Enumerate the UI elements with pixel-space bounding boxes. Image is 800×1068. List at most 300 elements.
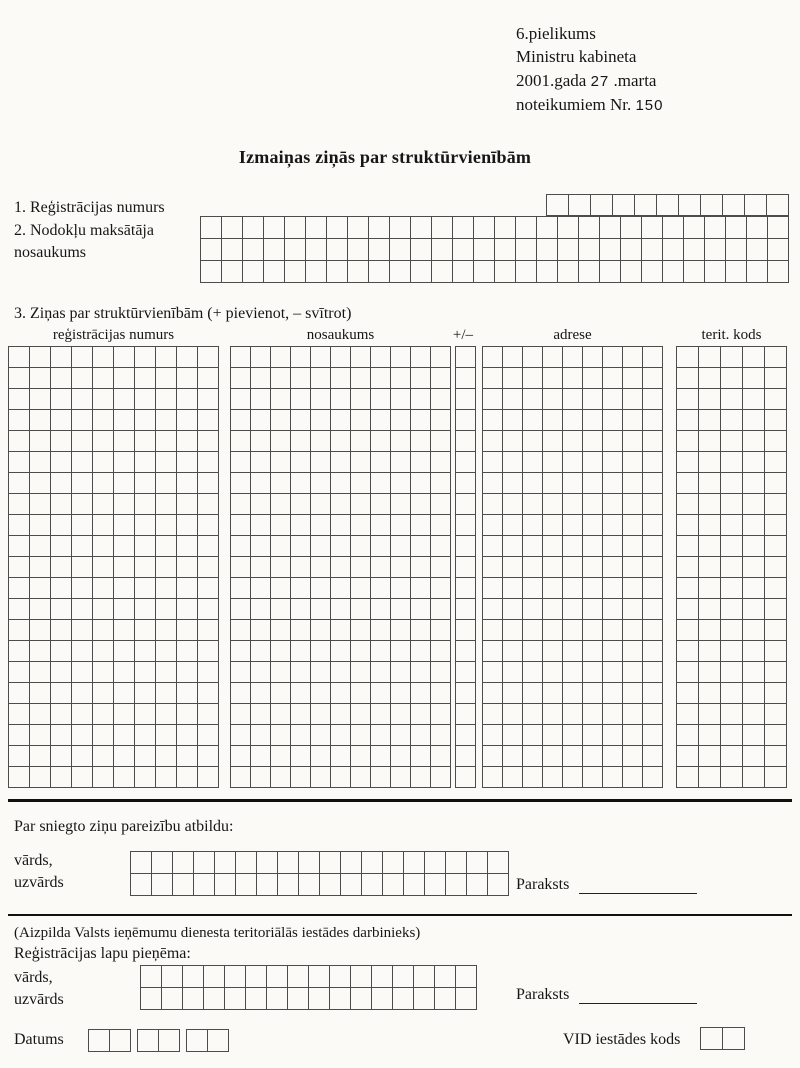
declarant-signature-label: Paraksts [516,876,570,893]
grid-cell [642,239,663,261]
grid-cell [30,662,51,683]
grid-cell [603,473,623,494]
grid-cell [93,725,114,746]
grid-cell [603,599,623,620]
grid-cell [114,599,135,620]
grid-cell [623,725,643,746]
appendix-number: 6.pielikums [516,24,596,43]
grid-cell [623,347,643,368]
grid-cell [425,852,446,874]
grid-cell [483,578,503,599]
grid-cell [579,261,600,283]
grid-cell [743,683,765,704]
grid-cell [483,452,503,473]
grid-cell [623,578,643,599]
grid-cell [699,662,721,683]
grid-cell [114,536,135,557]
grid-cell [623,641,643,662]
grid-cell [453,261,474,283]
grid-cell [231,704,251,725]
grid-cell [131,852,152,874]
grid-cell [271,410,291,431]
grid-cell [563,473,583,494]
unit-territory-code-grid[interactable] [676,346,787,788]
grid-cell [558,217,579,239]
grid-cell [72,431,93,452]
grid-cell [251,389,271,410]
grid-cell [114,767,135,788]
grid-cell [243,261,264,283]
grid-cell [89,1030,110,1052]
grid-cell [621,261,642,283]
declarant-name-grid[interactable] [130,851,509,896]
grid-cell [563,536,583,557]
grid-cell [72,683,93,704]
grid-cell [677,641,699,662]
grid-cell [677,410,699,431]
grid-cell [271,767,291,788]
grid-cell [603,704,623,725]
grid-cell [131,874,152,896]
grid-cell [135,599,156,620]
taxpayer-name-grid[interactable] [200,216,789,283]
grid-cell [156,557,177,578]
grid-cell [114,662,135,683]
grid-cell [177,410,198,431]
grid-cell [72,557,93,578]
grid-cell [30,347,51,368]
grid-cell [114,746,135,767]
grid-cell [404,874,425,896]
grid-cell [603,431,623,452]
grid-cell [138,1030,159,1052]
grid-cell [743,473,765,494]
grid-cell [623,704,643,725]
grid-cell [643,662,663,683]
grid-cell [411,767,431,788]
grid-cell [198,410,219,431]
grid-cell [201,217,222,239]
grid-cell [543,347,563,368]
grid-cell [523,515,543,536]
grid-cell [51,494,72,515]
grid-cell [291,620,311,641]
grid-cell [768,239,789,261]
grid-cell [391,536,411,557]
grid-cell [231,389,251,410]
grid-cell [271,431,291,452]
grid-cell [721,683,743,704]
grid-cell [291,641,311,662]
grid-cell [623,494,643,515]
grid-cell [411,599,431,620]
grid-cell [264,239,285,261]
grid-cell [677,767,699,788]
grid-cell [331,704,351,725]
grid-cell [371,725,391,746]
grid-cell [623,515,643,536]
grid-cell [291,515,311,536]
grid-cell [72,473,93,494]
unit-plus-minus-grid[interactable] [455,346,476,788]
grid-cell [114,704,135,725]
grid-cell [9,389,30,410]
grid-cell [523,641,543,662]
grid-cell [251,641,271,662]
grid-cell [251,704,271,725]
grid-cell [503,452,523,473]
grid-cell [341,874,362,896]
grid-cell [222,239,243,261]
grid-cell [251,767,271,788]
grid-cell [743,746,765,767]
grid-cell [543,473,563,494]
grid-cell [543,683,563,704]
grid-cell [503,431,523,452]
grid-cell [391,557,411,578]
grid-cell [93,599,114,620]
grid-cell [623,473,643,494]
grid-cell [72,347,93,368]
grid-cell [603,494,623,515]
grid-cell [743,389,765,410]
grid-cell [351,662,371,683]
grid-cell [9,767,30,788]
grid-cell [271,515,291,536]
grid-cell [503,578,523,599]
grid-cell [411,746,431,767]
grid-cell [684,217,705,239]
grid-cell [331,347,351,368]
regulation-number [516,93,664,117]
grid-cell [721,389,743,410]
grid-cell [51,515,72,536]
grid-cell [156,725,177,746]
registration-number-grid[interactable] [546,194,789,216]
grid-cell [516,239,537,261]
grid-cell [267,966,288,988]
grid-cell [569,195,591,216]
grid-cell [257,852,278,874]
grid-cell [543,767,563,788]
grid-cell [51,452,72,473]
grid-cell [563,641,583,662]
grid-cell [456,557,476,578]
grid-cell [456,767,476,788]
grid-cell [231,725,251,746]
grid-cell [431,389,451,410]
field-registration-number-label: 1. Reģistrācijas numurs [14,199,165,216]
grid-cell [483,431,503,452]
grid-cell [623,599,643,620]
grid-cell [198,578,219,599]
grid-cell [371,662,391,683]
grid-cell [93,389,114,410]
grid-cell [446,874,467,896]
grid-cell [9,725,30,746]
grid-cell [311,578,331,599]
grid-cell [231,452,251,473]
grid-cell [411,368,431,389]
grid-cell [246,966,267,988]
grid-cell [699,368,721,389]
grid-cell [251,725,271,746]
unit-name-grid[interactable] [230,346,451,788]
grid-cell [663,239,684,261]
grid-cell [583,578,603,599]
grid-cell [231,683,251,704]
grid-cell [271,725,291,746]
grid-cell [456,410,476,431]
grid-cell [699,515,721,536]
grid-cell [699,557,721,578]
grid-cell [135,704,156,725]
grid-cell [743,662,765,683]
grid-cell [93,368,114,389]
grid-cell [523,578,543,599]
grid-cell [623,452,643,473]
grid-cell [563,557,583,578]
grid-cell [543,599,563,620]
grid-cell [198,452,219,473]
grid-cell [603,578,623,599]
grid-cell [72,599,93,620]
grid-cell [483,641,503,662]
grid-cell [431,473,451,494]
grid-cell [51,473,72,494]
grid-cell [456,536,476,557]
grid-cell [483,347,503,368]
grid-cell [543,389,563,410]
grid-cell [391,368,411,389]
grid-cell [371,704,391,725]
grid-cell [677,746,699,767]
grid-cell [547,195,569,216]
grid-cell [411,620,431,641]
grid-cell [93,515,114,536]
unit-registration-number-grid[interactable] [8,346,219,788]
grid-cell [30,515,51,536]
grid-cell [391,599,411,620]
grid-cell [198,515,219,536]
grid-cell [51,410,72,431]
grid-cell [411,389,431,410]
date-year-grid[interactable] [186,1029,229,1052]
grid-cell [93,536,114,557]
grid-cell [411,239,432,261]
grid-cell [543,641,563,662]
grid-cell [371,452,391,473]
grid-cell [236,874,257,896]
grid-cell [543,410,563,431]
grid-cell [701,195,723,216]
grid-cell [579,217,600,239]
grid-cell [391,347,411,368]
grid-cell [747,239,768,261]
grid-cell [371,746,391,767]
grid-cell [371,515,391,536]
grid-cell [351,746,371,767]
grid-cell [643,473,663,494]
grid-cell [177,389,198,410]
grid-cell [677,620,699,641]
grid-cell [93,452,114,473]
grid-cell [743,494,765,515]
grid-cell [603,389,623,410]
grid-cell [271,620,291,641]
grid-cell [699,494,721,515]
grid-cell [51,578,72,599]
grid-cell [677,452,699,473]
date-boxes[interactable] [88,1029,229,1052]
grid-cell [351,536,371,557]
grid-cell [523,431,543,452]
grid-cell [348,239,369,261]
grid-cell [642,217,663,239]
grid-cell [331,494,351,515]
grid-cell [679,195,701,216]
grid-cell [543,725,563,746]
official-name-grid[interactable] [140,965,477,1010]
grid-cell [156,578,177,599]
grid-cell [135,431,156,452]
grid-cell [721,641,743,662]
grid-cell [72,368,93,389]
grid-cell [93,578,114,599]
column-header-territory-code: terit. kods [701,327,762,343]
grid-cell [231,410,251,431]
grid-cell [563,515,583,536]
grid-cell [251,557,271,578]
grid-cell [291,557,311,578]
grid-cell [503,347,523,368]
grid-cell [743,410,765,431]
grid-cell [563,368,583,389]
grid-cell [288,988,309,1010]
grid-cell [677,599,699,620]
date-month-grid[interactable] [137,1029,180,1052]
grid-cell [177,704,198,725]
grid-cell [603,662,623,683]
grid-cell [309,988,330,1010]
grid-cell [411,557,431,578]
grid-cell [543,620,563,641]
grid-cell [743,347,765,368]
regulation-date-prefix: 2001.gada [516,70,587,90]
grid-cell [503,620,523,641]
grid-cell [483,767,503,788]
grid-cell [600,261,621,283]
grid-cell [351,473,371,494]
grid-cell [30,725,51,746]
grid-cell [246,988,267,1010]
grid-cell [495,239,516,261]
grid-cell [721,620,743,641]
grid-cell [72,767,93,788]
grid-cell [456,347,476,368]
grid-cell [135,767,156,788]
grid-cell [198,620,219,641]
grid-cell [351,988,372,1010]
grid-cell [583,452,603,473]
grid-cell [30,410,51,431]
grid-cell [51,389,72,410]
grid-cell [677,557,699,578]
grid-cell [431,641,451,662]
grid-cell [431,431,451,452]
grid-cell [583,767,603,788]
grid-cell [583,641,603,662]
grid-cell [231,746,251,767]
grid-cell [177,767,198,788]
grid-cell [30,536,51,557]
issuing-authority: Ministru kabineta [516,47,637,67]
section-divider [8,799,792,802]
grid-cell [743,767,765,788]
unit-address-grid[interactable] [482,346,663,788]
grid-cell [456,599,476,620]
declarant-signature-line[interactable] [579,876,697,894]
grid-cell [30,599,51,620]
date-day-grid[interactable] [88,1029,131,1052]
grid-cell [156,368,177,389]
grid-cell [456,368,476,389]
grid-cell [135,746,156,767]
grid-cell [299,874,320,896]
grid-cell [201,261,222,283]
grid-cell [72,410,93,431]
declarant-name-label-line2: uzvārds [14,874,64,891]
grid-cell [351,347,371,368]
grid-cell [523,389,543,410]
grid-cell [30,494,51,515]
grid-cell [721,410,743,431]
grid-cell [251,494,271,515]
vid-office-code-grid[interactable] [700,1027,745,1050]
grid-cell [114,389,135,410]
grid-cell [311,494,331,515]
grid-cell [623,557,643,578]
grid-cell [583,662,603,683]
grid-cell [537,261,558,283]
grid-cell [9,347,30,368]
grid-cell [411,662,431,683]
grid-cell [9,494,30,515]
official-signature-line[interactable] [579,986,697,1004]
grid-cell [765,641,787,662]
grid-cell [351,966,372,988]
grid-cell [768,261,789,283]
grid-cell [348,261,369,283]
grid-cell [391,704,411,725]
grid-cell [156,473,177,494]
grid-cell [765,515,787,536]
grid-cell [523,410,543,431]
grid-cell [177,557,198,578]
grid-cell [327,239,348,261]
column-header-address: adrese [553,327,592,343]
grid-cell [114,641,135,662]
grid-cell [198,704,219,725]
grid-cell [684,239,705,261]
grid-cell [93,746,114,767]
grid-cell [411,704,431,725]
grid-cell [743,620,765,641]
grid-cell [583,368,603,389]
grid-cell [311,368,331,389]
grid-cell [456,725,476,746]
grid-cell [135,578,156,599]
